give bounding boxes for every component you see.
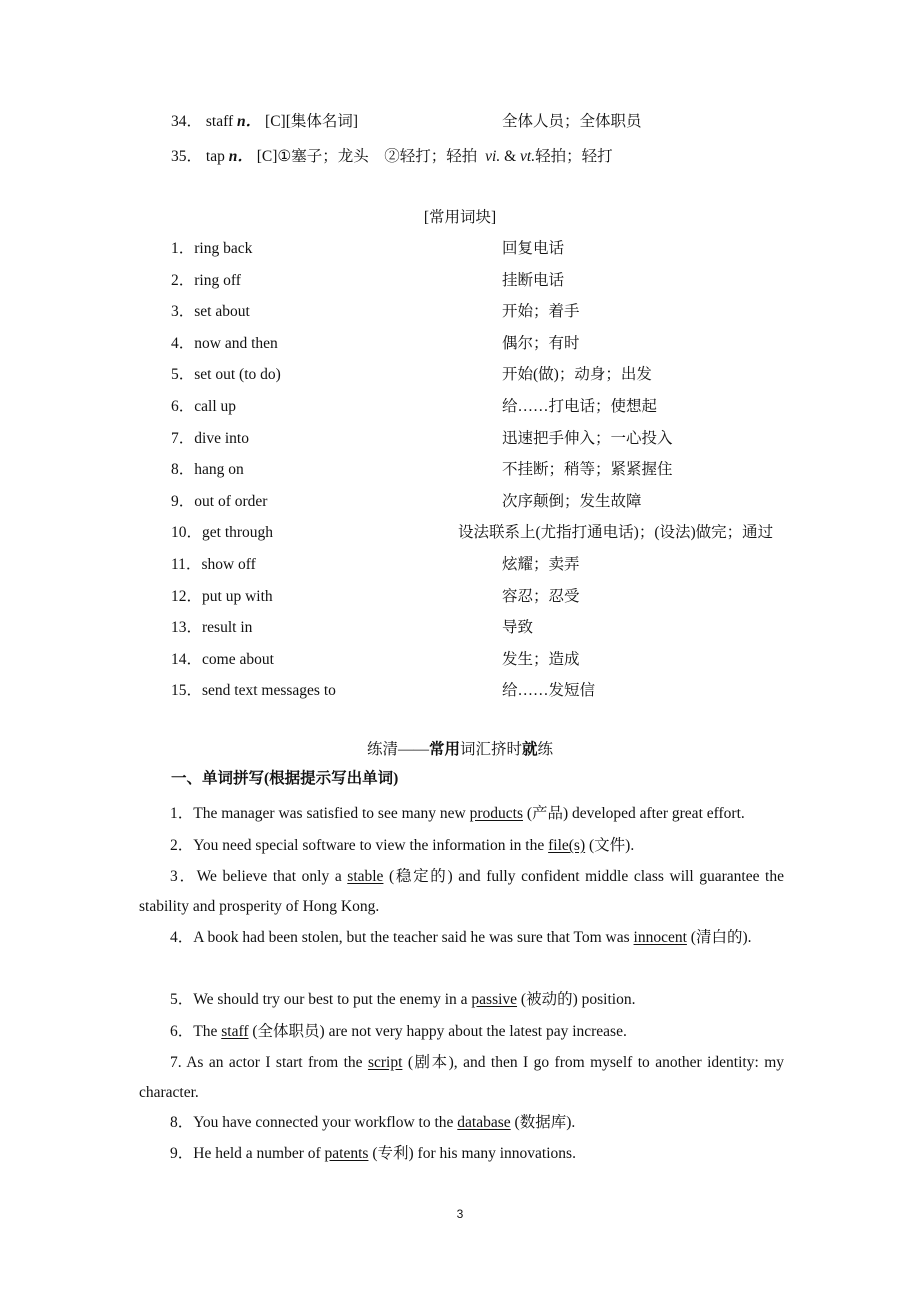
question-8: 8．You have connected your workflow to the database (数据库). [170, 1114, 576, 1131]
practice-title: 练清——常用词汇挤时就练 [366, 741, 554, 758]
phrase-english: set about [194, 303, 250, 320]
entry-pos2: vi. [485, 148, 501, 165]
phrase-number: 10． [171, 524, 203, 541]
phrase-english: put up with [202, 588, 273, 605]
phrase-meaning: 次序颠倒；发生故障 [502, 493, 642, 510]
question-4: 4．A book had been stolen, but the teacher said he was sure that Tom was innocent (清白的). [170, 929, 752, 946]
phrase-item [171, 681, 336, 701]
phrase-meaning: 挂断电话 [502, 272, 565, 289]
question-6: 6．The staff (全体职员) are not very happy about the latest pay increase. [170, 1023, 627, 1040]
entry-pos: n． [228, 148, 253, 165]
entry-number: 34． [171, 113, 203, 130]
phrase-english: dive into [194, 430, 249, 447]
phrase-number: 14． [171, 651, 203, 668]
entry-pos3: vt. [520, 148, 536, 165]
phrase-meaning: 容忍；忍受 [502, 588, 580, 605]
phrase-number: 8． [171, 461, 195, 478]
phrase-number: 13． [171, 619, 203, 636]
phrase-number: 2． [171, 272, 195, 289]
answer: passive [471, 991, 518, 1008]
entry-word: staff [205, 113, 234, 130]
phrase-meaning: 设法联系上(尤指打通电话)；(设法)做完；通过 [458, 524, 774, 541]
phrase-english: get through [202, 524, 274, 541]
answer: database [457, 1114, 511, 1131]
question-2: 2．You need special software to view the information in the file(s) (文件). [170, 837, 635, 854]
phrase-number: 7． [171, 430, 195, 447]
phrase-english: result in [202, 619, 253, 636]
question-5: 5．We should try our best to put the enemy in a passive (被动的) position. [170, 991, 636, 1008]
phrase-number: 12． [171, 588, 203, 605]
phrase-english: ring off [194, 272, 241, 289]
phrase-item [171, 618, 252, 638]
entry-34-meaning: 全体人员；全体职员 [502, 113, 642, 130]
phrase-english: come about [202, 651, 274, 668]
phrase-item [171, 271, 241, 291]
phrase-item [171, 650, 274, 670]
phrase-meaning: 回复电话 [502, 240, 565, 257]
phrase-meaning: 开始；着手 [502, 303, 580, 320]
phrase-meaning: 发生；造成 [502, 651, 580, 668]
phrase-meaning: 导致 [502, 619, 534, 636]
answer: innocent [633, 929, 687, 946]
phrase-item [171, 334, 278, 354]
entry-word: tap [205, 148, 225, 165]
phrase-english: now and then [194, 335, 278, 352]
phrase-number: 15． [171, 682, 203, 699]
phrase-meaning: 不挂断；稍等；紧紧握住 [502, 461, 673, 478]
answer: patents [324, 1145, 369, 1162]
entry-35 [171, 147, 613, 167]
phrase-number: 11． [171, 556, 202, 573]
phrase-item [171, 429, 249, 449]
question-7: 7. As an actor I start from the script (剧本), and then I go from myself to another identity: my character. [139, 1054, 784, 1101]
question-1: 1．The manager was satisfied to see many new products (产品) developed after great effort. [170, 805, 745, 822]
answer: script [367, 1054, 403, 1071]
question-3: 3．We believe that only a stable (稳定的) and fully confident middle class will guarantee the stability and prosperity of Hong Kong. [139, 868, 784, 915]
phrase-english: send text messages to [202, 682, 336, 699]
answer: stable [347, 868, 384, 885]
page-number: 3 [456, 1207, 464, 1221]
entry-amp: & [504, 148, 517, 165]
phrase-english: show off [201, 556, 256, 573]
phrase-meaning: 开始(做)；动身；出发 [502, 366, 652, 383]
phrase-meaning: 炫耀；卖弄 [502, 556, 580, 573]
entry-tag: [C]①塞子；龙头 ②轻打；轻拍 [256, 148, 478, 165]
phrases-heading: [常用词块] [423, 209, 497, 226]
phrase-item [171, 523, 273, 543]
phrase-english: set out (to do) [194, 366, 281, 383]
section-heading: 一、单词拼写(根据提示写出单词) [171, 770, 399, 787]
answer: products [469, 805, 523, 822]
entry-meaning2: 轻拍；轻打 [535, 148, 613, 165]
phrase-meaning: 迅速把手伸入；一心投入 [502, 430, 673, 447]
phrase-item [171, 587, 273, 607]
entry-34 [171, 112, 358, 132]
phrase-item [171, 239, 252, 259]
answer: staff [221, 1023, 249, 1040]
phrase-english: hang on [194, 461, 244, 478]
phrase-number: 9． [171, 493, 195, 510]
phrase-english: ring back [194, 240, 253, 257]
phrase-number: 3． [171, 303, 195, 320]
phrase-meaning: 给……发短信 [502, 682, 596, 699]
phrase-number: 6． [171, 398, 195, 415]
phrase-number: 5． [171, 366, 195, 383]
entry-pos: n． [237, 113, 262, 130]
entry-tag: [C][集体名词] [265, 113, 359, 130]
phrase-meaning: 偶尔；有时 [502, 335, 580, 352]
phrase-item [171, 460, 244, 480]
phrase-number: 4． [171, 335, 195, 352]
phrase-number: 1． [171, 240, 195, 257]
answer: file(s) [548, 837, 586, 854]
phrase-item [171, 365, 281, 385]
entry-number: 35． [171, 148, 203, 165]
question-9: 9．He held a number of patents (专利) for his many innovations. [170, 1145, 576, 1162]
phrase-item [171, 302, 250, 322]
phrase-item [171, 492, 267, 512]
phrase-english: call up [194, 398, 237, 415]
phrase-english: out of order [194, 493, 268, 510]
phrase-item [171, 397, 236, 417]
phrase-item [171, 555, 256, 575]
phrase-meaning: 给……打电话；使想起 [502, 398, 658, 415]
